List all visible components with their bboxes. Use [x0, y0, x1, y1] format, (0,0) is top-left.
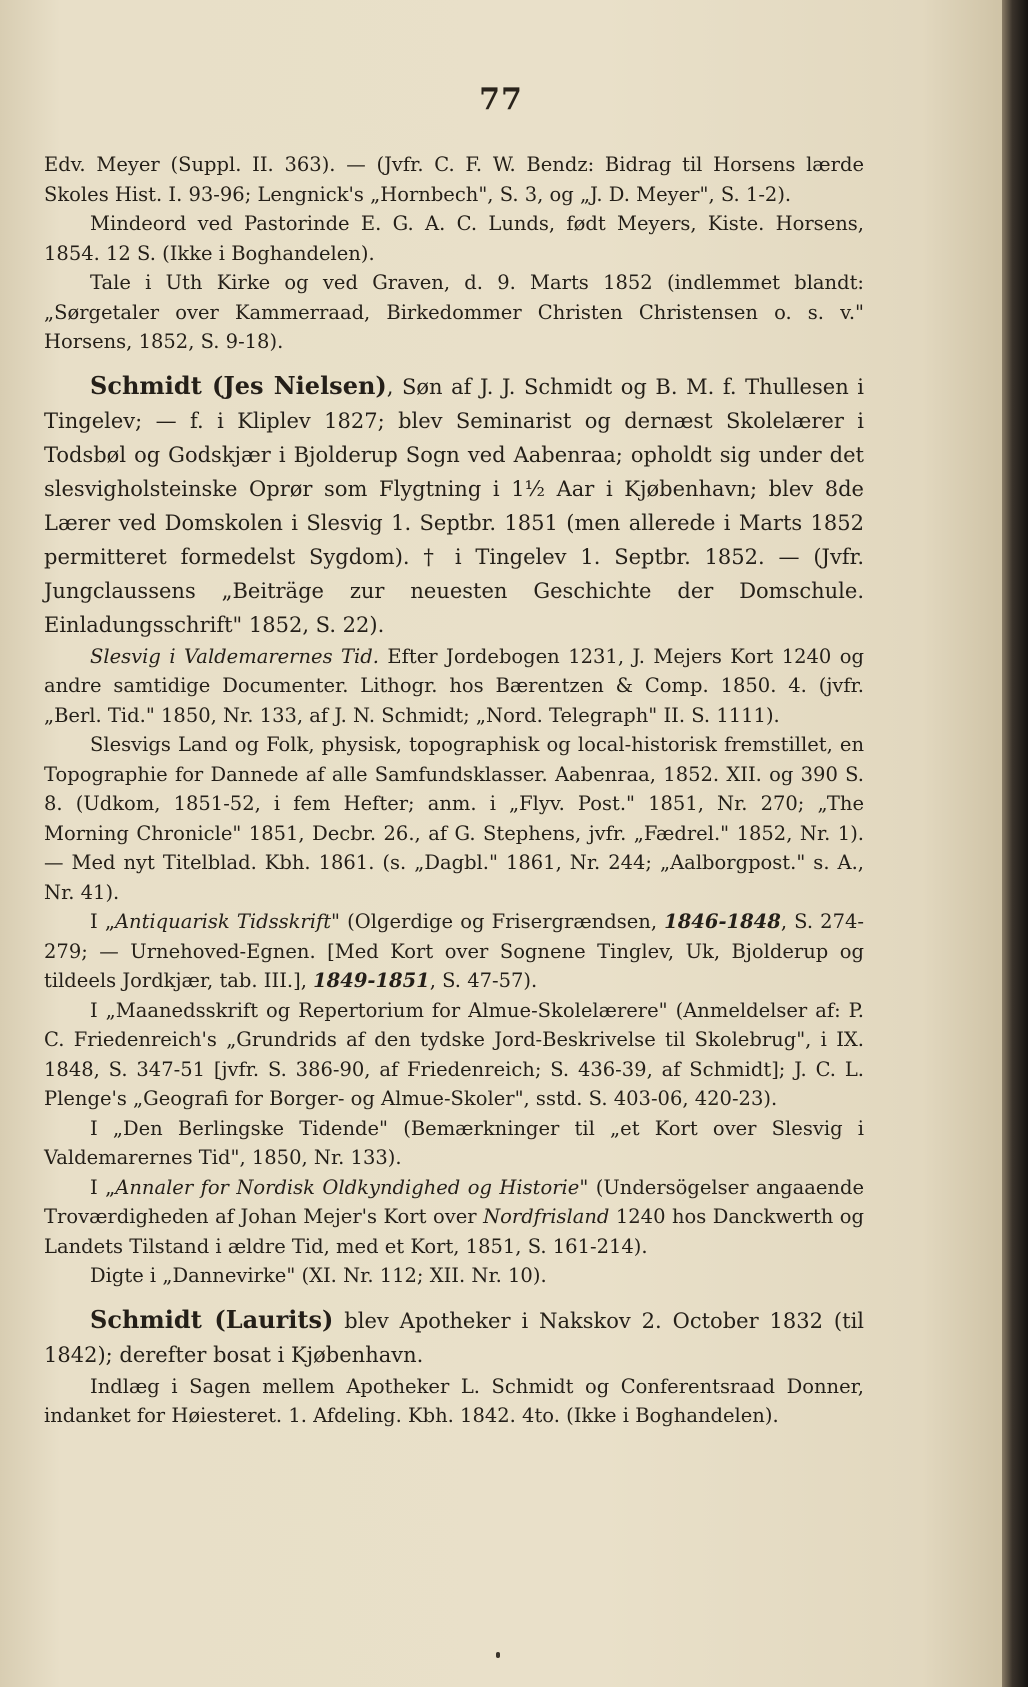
- text-fragment: " (Olgerdige og Frisergrændsen,: [331, 910, 665, 933]
- paragraph-tale: Tale i Uth Kirke og ved Graven, d. 9. Marts 1852 (indlemmet blandt: „Sørgetaler over Kammerraad, Birkedommer Christen Christensen o. s. v." Horsens, 1852, S. 9-18).: [44, 271, 864, 353]
- paragraph-berlingske: I „Den Berlingske Tidende" (Bemærkninger til „et Kort over Slesvig i Valdemarernes Tid", 1850, Nr. 133).: [44, 1116, 864, 1169]
- text-fragment: , S. 47-57).: [429, 969, 538, 992]
- entry-schmidt-jes-nielsen: [44, 369, 864, 642]
- paragraph-antiquarisk: [44, 907, 864, 996]
- paragraph-slesvig-valdemarernes: [44, 642, 864, 731]
- paragraph-slesvigs-land: Slesvigs Land og Folk, physisk, topographisk og local-historisk fremstillet, en Topographie for Dannede af alle Samfundsklasser. Aabenraa, 1852. XII. og 390 S. 8. (Udkom, 1851-52, i fem Hefter; anm. i „Flyv. Post." 1851, Nr. 270; „The Morning Chronicle" 1851, Decbr. 26., af G. Stephens, jvfr. „Fædrel." 1852, Nr. 1). — Med nyt Titelblad. Kbh. 1861. (s. „Dagbl." 1861, Nr. 244; „Aalborgpost." s. A., Nr. 41).: [44, 733, 864, 904]
- year-range: 1849-1851: [313, 969, 430, 992]
- journal-title: Antiquarisk Tidsskrift: [114, 910, 332, 933]
- text-fragment: 1240 hos Danckwerth og Landets Tilstand i ældre Tid, med et Kort, 1851, S. 161-214).: [44, 1205, 865, 1258]
- year-range: 1846-1848: [664, 910, 781, 933]
- text-fragment: , S. 274-279; — Urnehoved-Egnen. [Med Kort over Sognene Tinglev, Uk, Bjolderup og tildeels Jordkjær, tab. III.],: [44, 910, 864, 992]
- entry-schmidt-laurits: [44, 1303, 864, 1372]
- text-fragment: I „: [90, 1175, 116, 1199]
- page-text: [44, 150, 864, 1431]
- entry-name: Schmidt (Jes Nielsen): [90, 370, 387, 400]
- paragraph-maanedsskrift: I „Maanedsskrift og Repertorium for Almue-Skolelærere" (Anmeldelser af: P. C. Friedenreich's „Grundrids af den tydske Jord-Beskrivelse til Skolebrug", i IX. 1848, S. 347-51 [jvfr. S. 386-90, af Friedenreich; S. 436-39, af Schmidt]; J. C. L. Plenge's „Geografi for Borger- og Almue-Skoler", sstd. S. 403-06, 420-23).: [44, 998, 864, 1110]
- paragraph-digte: Digte i „Dannevirke" (XI. Nr. 112; XII. Nr. 10).: [90, 1264, 547, 1287]
- entry-biography: blev Apotheker i Nakskov 2. October 1832 (til 1842); derefter bosat i Kjøbenhavn.: [44, 1308, 865, 1367]
- work-title: Slesvig i Valdemarernes Tid.: [90, 644, 379, 668]
- paragraph-meyer-reference: Edv. Meyer (Suppl. II. 363). — (Jvfr. C. F. W. Bendz: Bidrag til Horsens lærde Skoles Hist. I. 93-96; Lengnick's „Hornbech", S. 3, og „J. D. Meyer", S. 1-2).: [44, 153, 864, 206]
- paragraph-mindeord: Mindeord ved Pastorinde E. G. A. C. Lunds, født Meyers, Kiste. Horsens, 1854. 12 S. (Ikke i Boghandelen).: [44, 212, 864, 265]
- entry-name: Schmidt (Laurits): [90, 1304, 334, 1334]
- ink-speck: [496, 1652, 500, 1658]
- page-number: 77: [479, 82, 523, 117]
- paragraph-indlaeg: Indlæg i Sagen mellem Apotheker L. Schmidt og Conferentsraad Donner, indanket for Høiesteret. 1. Afdeling. Kbh. 1842. 4to. (Ikke i Boghandelen).: [44, 1374, 864, 1427]
- place-name: Nordfrisland: [483, 1205, 610, 1228]
- paragraph-annaler: [44, 1173, 864, 1262]
- work-description: Efter Jordebogen 1231, J. Mejers Kort 1240 og andre samtidige Documenter. Lithogr. hos Bærentzen & Comp. 1850. 4. (jvfr. „Berl. Tid." 1850, Nr. 133, af J. N. Schmidt; „Nord. Telegraph" II. S. 1111).: [44, 644, 864, 727]
- journal-title: Annaler for Nordisk Oldkyndighed og Historie: [115, 1175, 580, 1199]
- text-fragment: " (Undersögelser angaaende Troværdigheden af Johan Mejer's Kort over: [44, 1175, 865, 1228]
- entry-biography: , Søn af J. J. Schmidt og B. M. f. Thullesen i Tingelev; — f. i Kliplev 1827; blev Seminarist og dernæst Skolelærer i Todsbøl og Godskjær i Bjolderup Sogn ved Aabenraa; opholdt sig under det slesvigholsteinske Oprør som Flygtning i 1½ Aar i Kjøbenhavn; blev 8de Lærer ved Domskolen i Slesvig 1. Septbr. 1851 (men allerede i Marts 1852 permitteret formedelst Sygdom). † i Tingelev 1. Septbr. 1852. — (Jvfr. Jungclaussens „Beiträge zur neuesten Geschichte der Domschule. Einladungsschrift" 1852, S. 22).: [44, 374, 864, 637]
- book-edge: [1002, 0, 1028, 1687]
- text-fragment: I „: [90, 910, 115, 933]
